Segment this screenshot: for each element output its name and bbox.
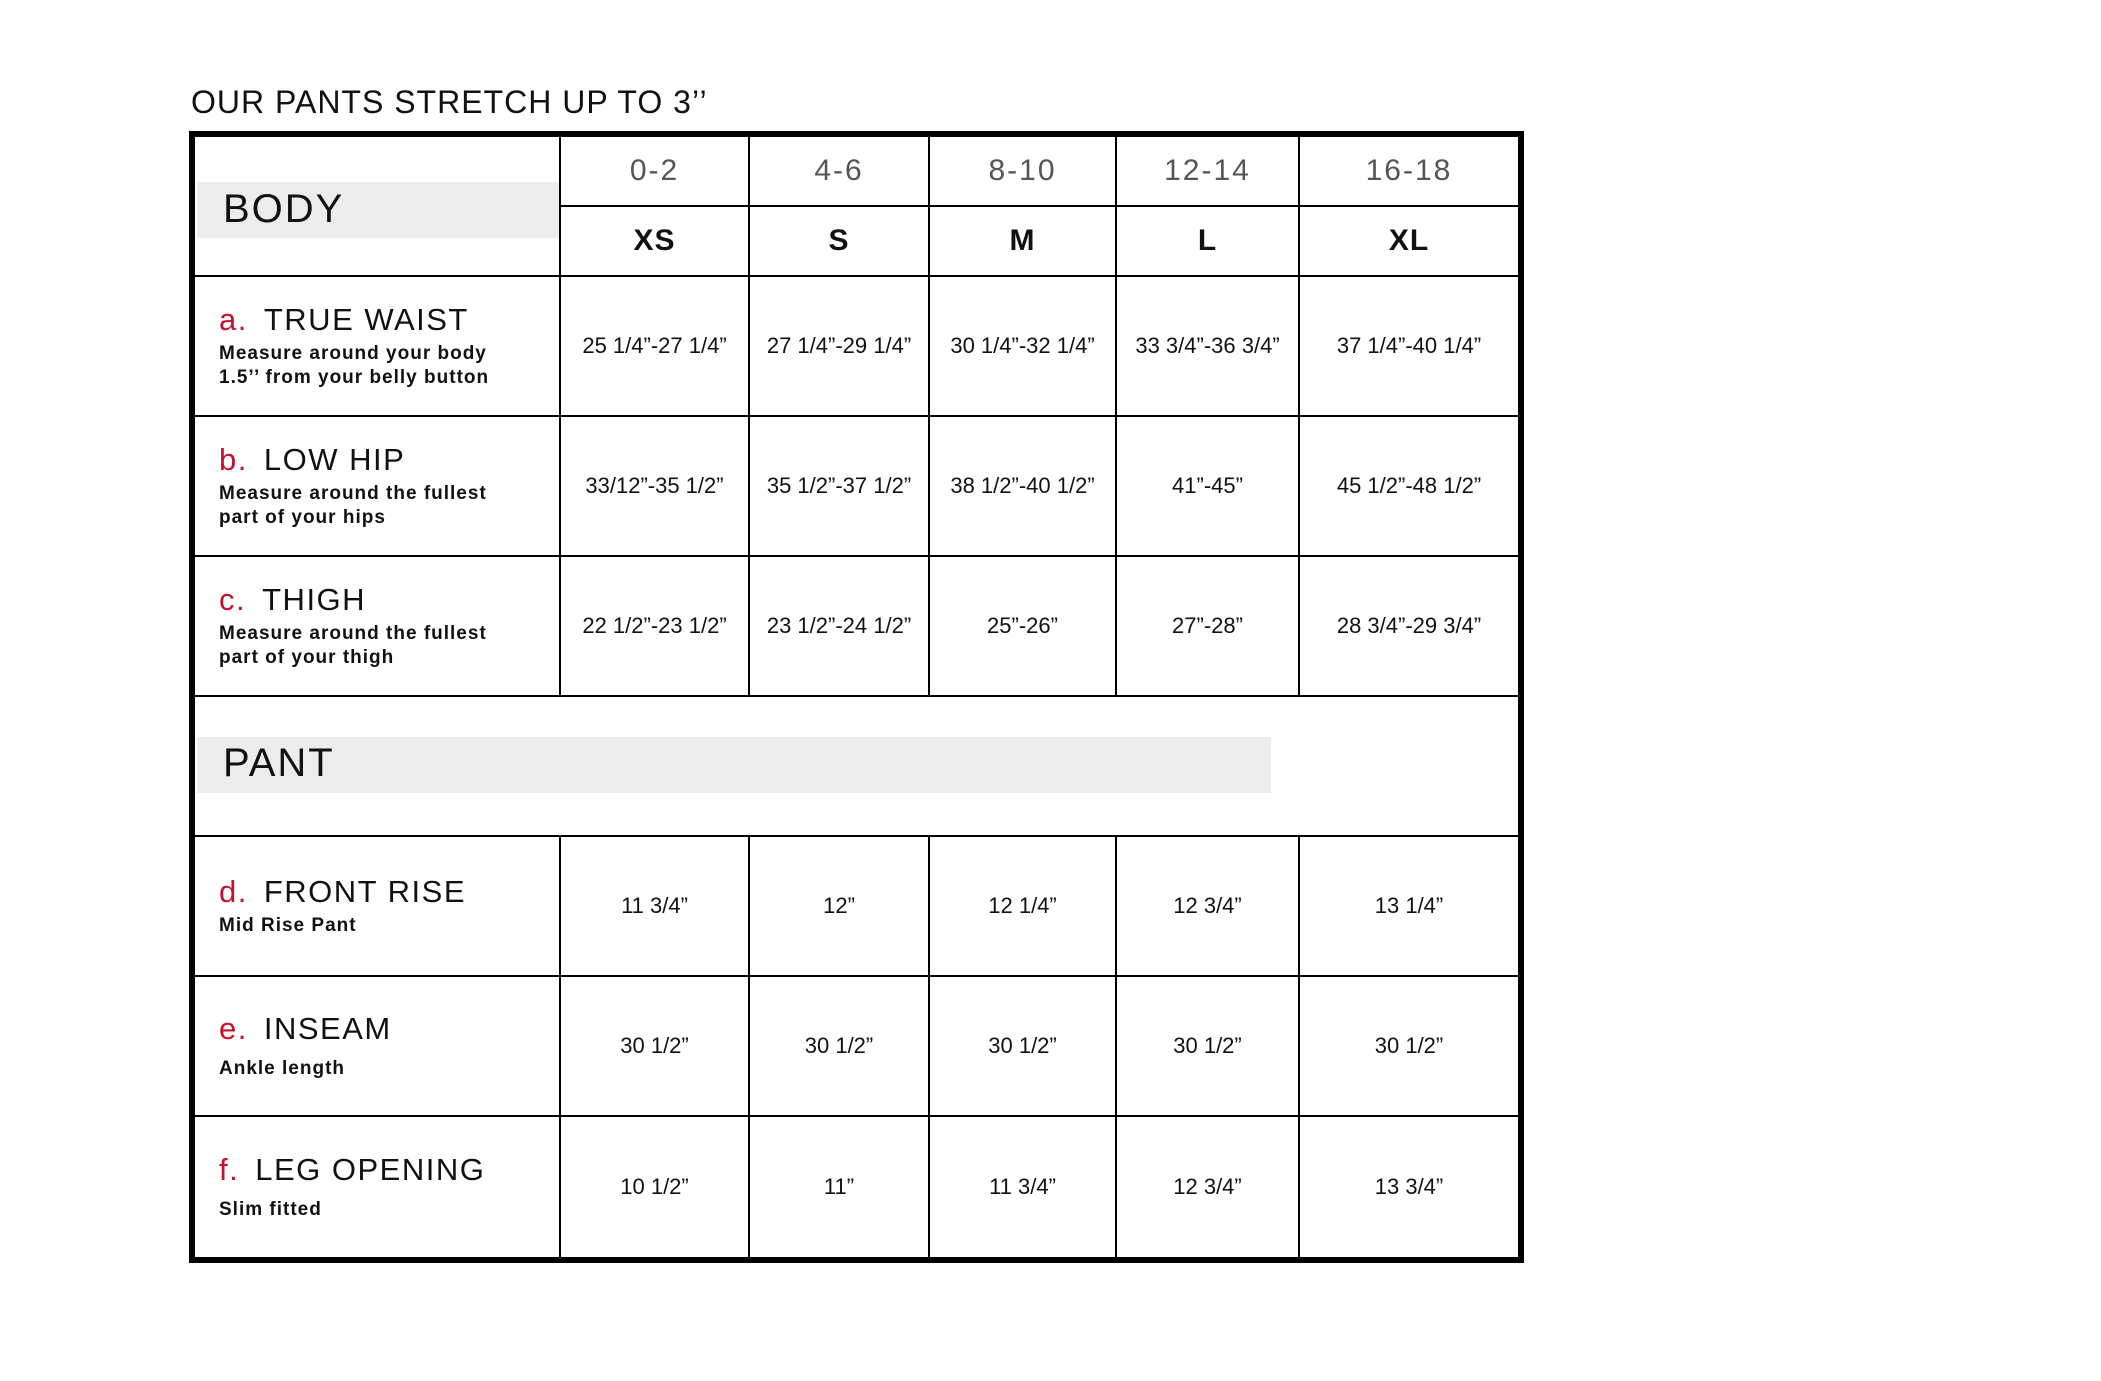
value-cell: 22 1/2”-23 1/2” bbox=[561, 557, 750, 697]
measurement-title bbox=[219, 442, 559, 478]
measurement-label-cell bbox=[195, 1117, 561, 1257]
value-cell: 11” bbox=[750, 1117, 930, 1257]
value-cell: 12” bbox=[750, 837, 930, 977]
value-cell: 30 1/2” bbox=[561, 977, 750, 1117]
size-letter-l: L bbox=[1117, 207, 1300, 277]
measurement-name: THIGH bbox=[262, 582, 367, 617]
measurement-letter: d. bbox=[219, 874, 248, 909]
measurement-letter: c. bbox=[219, 582, 247, 617]
value-cell: 45 1/2”-48 1/2” bbox=[1300, 417, 1518, 557]
measurement-description: Measure around the fullest part of your thigh bbox=[219, 623, 487, 668]
value-cell: 23 1/2”-24 1/2” bbox=[750, 557, 930, 697]
size-range-xs: 0-2 bbox=[561, 137, 750, 207]
size-letter-xs: XS bbox=[561, 207, 750, 277]
value-cell: 30 1/2” bbox=[1300, 977, 1518, 1117]
measurement-title bbox=[219, 1011, 559, 1047]
measurement-label-cell bbox=[195, 837, 561, 977]
measurement-description: Mid Rise Pant bbox=[219, 915, 357, 936]
value-cell: 11 3/4” bbox=[930, 1117, 1117, 1257]
size-letter-m: M bbox=[930, 207, 1117, 277]
value-cell: 11 3/4” bbox=[561, 837, 750, 977]
value-cell: 35 1/2”-37 1/2” bbox=[750, 417, 930, 557]
value-cell: 25 1/4”-27 1/4” bbox=[561, 277, 750, 417]
measurement-name: TRUE WAIST bbox=[263, 302, 469, 337]
value-cell: 28 3/4”-29 3/4” bbox=[1300, 557, 1518, 697]
size-range-xl: 16-18 bbox=[1300, 137, 1518, 207]
size-chart-table bbox=[189, 131, 1524, 1263]
measurement-row-inseam bbox=[195, 977, 1518, 1117]
value-cell: 33/12”-35 1/2” bbox=[561, 417, 750, 557]
value-cell: 30 1/2” bbox=[930, 977, 1117, 1117]
measurement-row-low-hip bbox=[195, 417, 1518, 557]
measurement-row-true-waist bbox=[195, 277, 1518, 417]
measurement-letter: b. bbox=[219, 442, 248, 477]
measurement-title bbox=[219, 1152, 559, 1188]
measurement-label-cell bbox=[195, 557, 561, 697]
size-range-s: 4-6 bbox=[750, 137, 930, 207]
size-letter-s: S bbox=[750, 207, 930, 277]
body-section-header bbox=[195, 137, 561, 277]
body-section-label: BODY bbox=[223, 187, 345, 231]
value-cell: 13 3/4” bbox=[1374, 1174, 1444, 1199]
measurement-title bbox=[219, 874, 559, 910]
pant-section-label: PANT bbox=[223, 741, 335, 785]
measurement-description: Measure around your body 1.5’’ from your belly button bbox=[219, 343, 490, 388]
measurement-letter: e. bbox=[219, 1011, 248, 1046]
size-range-row bbox=[195, 137, 1518, 207]
measurement-name: INSEAM bbox=[263, 1011, 392, 1046]
value-cell: 25”-26” bbox=[930, 557, 1117, 697]
value-cell: 27”-28” bbox=[1117, 557, 1300, 697]
value-cell: 12 1/4” bbox=[930, 837, 1117, 977]
page-title: OUR PANTS STRETCH UP TO 3’’ bbox=[191, 84, 708, 120]
value-cell: 12 3/4” bbox=[1117, 1117, 1300, 1257]
measurement-title bbox=[219, 582, 559, 618]
value-cell: 30 1/4”-32 1/4” bbox=[930, 277, 1117, 417]
size-range-m: 8-10 bbox=[930, 137, 1117, 207]
measurement-label-cell bbox=[195, 277, 561, 417]
measurement-title bbox=[219, 302, 559, 338]
value-cell: 33 3/4”-36 3/4” bbox=[1117, 277, 1300, 417]
measurement-label-cell bbox=[195, 417, 561, 557]
value-cell: 12 3/4” bbox=[1117, 837, 1300, 977]
measurement-letter: f. bbox=[219, 1152, 240, 1187]
measurement-name: LOW HIP bbox=[263, 442, 406, 477]
measurement-name: FRONT RISE bbox=[263, 874, 467, 909]
value-cell: 38 1/2”-40 1/2” bbox=[930, 417, 1117, 557]
measurement-name: LEG OPENING bbox=[255, 1152, 486, 1187]
value-cell: 13 1/4” bbox=[1300, 837, 1518, 977]
pant-section-header bbox=[195, 697, 1518, 837]
measurement-row-front-rise bbox=[195, 837, 1518, 977]
value-cell: 41”-45” bbox=[1117, 417, 1300, 557]
measurement-row-leg-opening bbox=[195, 1117, 1518, 1257]
measurement-label-cell bbox=[195, 977, 561, 1117]
pant-section-band bbox=[197, 737, 1271, 793]
measurement-description: Measure around the fullest part of your hips bbox=[219, 483, 487, 528]
pant-section-row bbox=[195, 697, 1518, 837]
measurement-description: Slim fitted bbox=[219, 1199, 322, 1220]
measurement-description: Ankle length bbox=[219, 1058, 346, 1079]
size-letter-xl: XL bbox=[1300, 207, 1518, 277]
value-cell: 30 1/2” bbox=[750, 977, 930, 1117]
value-cell: 10 1/2” bbox=[561, 1117, 750, 1257]
value-cell: 37 1/4”-40 1/4” bbox=[1300, 277, 1518, 417]
measurement-row-thigh bbox=[195, 557, 1518, 697]
value-cell: 27 1/4”-29 1/4” bbox=[750, 277, 930, 417]
size-range-l: 12-14 bbox=[1117, 137, 1300, 207]
value-cell: 30 1/2” bbox=[1117, 977, 1300, 1117]
measurement-letter: a. bbox=[219, 302, 248, 337]
